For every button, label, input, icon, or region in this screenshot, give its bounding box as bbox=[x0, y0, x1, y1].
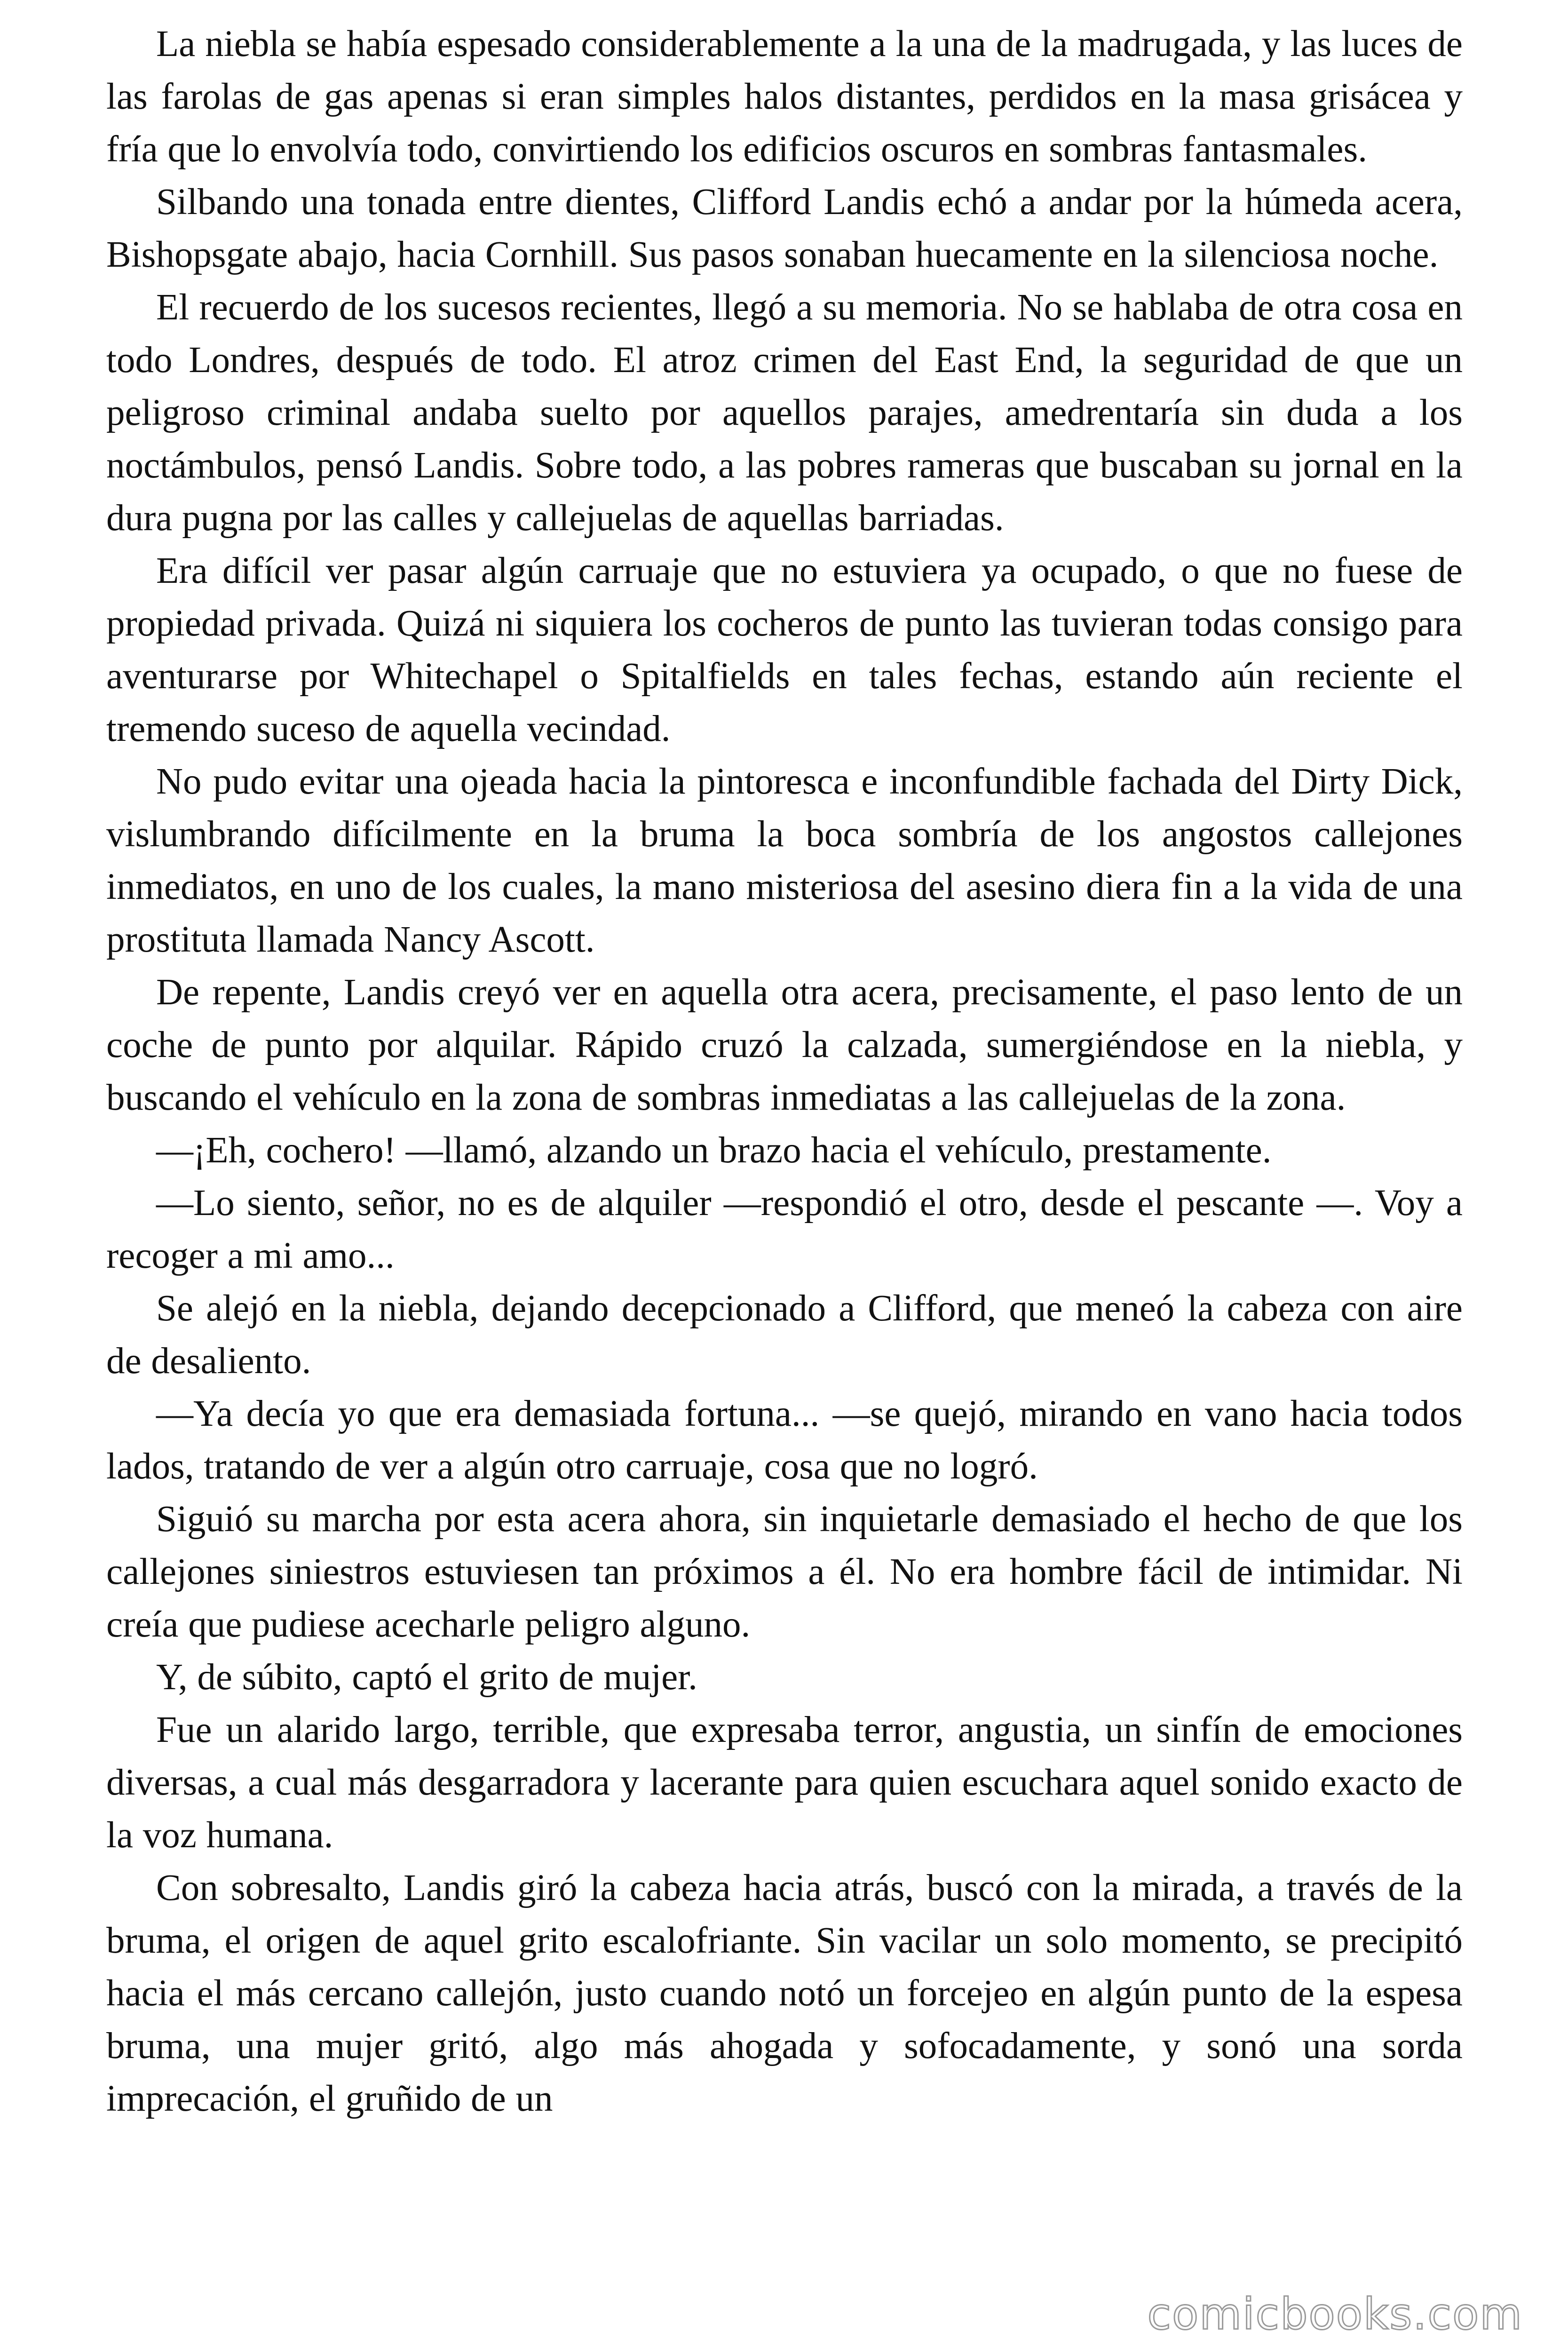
paragraph: La niebla se había espesado considerablemente a la una de la madrugada, y las luces de las farolas de gas apenas si eran simples halos distantes, perdidos en la masa grisácea y fría que lo envolvía todo, convirtiendo los edificios oscuros en sombras fantasmales. bbox=[106, 24, 1463, 170]
dialogue-line: —Lo siento, señor, no es de alquiler —respondió el otro, desde el pescante —. Voy a recoger a mi amo... bbox=[106, 1183, 1463, 1276]
paragraph: Fue un alarido largo, terrible, que expresaba terror, angustia, un sinfín de emociones diversas, a cual más desgarradora y lacerante para quien escuchara aquel sonido exacto de la voz humana. bbox=[106, 1709, 1463, 1856]
paragraph: No pudo evitar una ojeada hacia la pintoresca e inconfundible fachada del Dirty Dick, vislumbrando difícilmente en la bruma la boca sombría de los angostos callejones inmediatos, en uno de los cuales, la mano misteriosa del asesino diera fin a la vida de una prostituta llamada Nancy Ascott. bbox=[106, 761, 1463, 960]
paragraph: Se alejó en la niebla, dejando decepcionado a Clifford, que meneó la cabeza con aire de desaliento. bbox=[106, 1288, 1463, 1382]
paragraph: Y, de súbito, captó el grito de mujer. bbox=[156, 1657, 697, 1698]
page-body bbox=[106, 18, 1463, 2125]
watermark: comicbooks.com bbox=[1147, 2289, 1523, 2339]
paragraph: Era difícil ver pasar algún carruaje que no estuviera ya ocupado, o que no fuese de propiedad privada. Quizá ni siquiera los cocheros de punto las tuvieran todas consigo para aventurarse por Whitechapel o Spitalfields en tales fechas, estando aún reciente el tremendo suceso de aquella vecindad. bbox=[106, 550, 1463, 749]
paragraph: De repente, Landis creyó ver en aquella otra acera, precisamente, el paso lento de un coche de punto por alquilar. Rápido cruzó la calzada, sumergiéndose en la niebla, y buscando el vehículo en la zona de sombras inmediatas a las callejuelas de la zona. bbox=[106, 972, 1463, 1118]
dialogue-line: —Ya decía yo que era demasiada fortuna... —se quejó, mirando en vano hacia todos lados, tratando de ver a algún otro carruaje, cosa que no logró. bbox=[106, 1393, 1463, 1487]
dialogue-line: —¡Eh, cochero! —llamó, alzando un brazo hacia el vehículo, prestamente. bbox=[156, 1130, 1272, 1171]
paragraph: Siguió su marcha por esta acera ahora, sin inquietarle demasiado el hecho de que los callejones siniestros estuviesen tan próximos a él. No era hombre fácil de intimidar. Ni creía que pudiese acecharle peligro alguno. bbox=[106, 1499, 1463, 1645]
paragraph: Con sobresalto, Landis giró la cabeza hacia atrás, buscó con la mirada, a través de la bruma, el origen de aquel grito escalofriante. Sin vacilar un solo momento, se precipitó hacia el más cercano callejón, justo cuando notó un forcejeo en algún punto de la espesa bruma, una mujer gritó, algo más ahogada y sofocadamente, y sonó una sorda imprecación, el gruñido de un bbox=[106, 1867, 1463, 2119]
paragraph: El recuerdo de los sucesos recientes, llegó a su memoria. No se hablaba de otra cosa en todo Londres, después de todo. El atroz crimen del East End, la seguridad de que un peligroso criminal andaba suelto por aquellos parajes, amedrentaría sin duda a los noctámbulos, pensó Landis. Sobre todo, a las pobres rameras que buscaban su jornal en la dura pugna por las calles y callejuelas de aquellas barriadas. bbox=[106, 287, 1463, 539]
paragraph: Silbando una tonada entre dientes, Clifford Landis echó a andar por la húmeda acera, Bishopsgate abajo, hacia Cornhill. Sus pasos sonaban huecamente en la silenciosa noche. bbox=[106, 182, 1463, 275]
